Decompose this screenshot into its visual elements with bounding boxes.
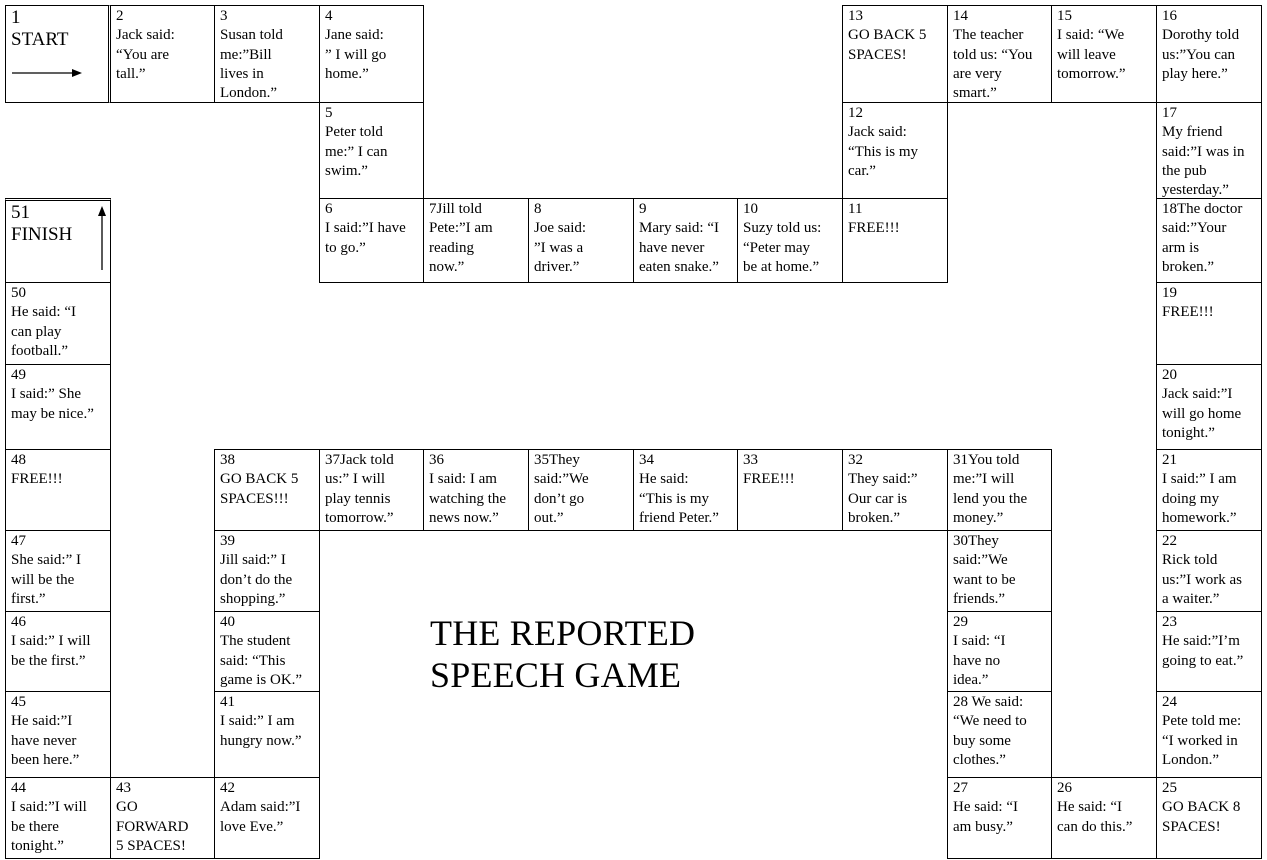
square-38: 38 GO BACK 5 SPACES!!! [214, 449, 320, 531]
square-47: 47 She said:” I will be the first.” [5, 530, 111, 612]
square-9: 9 Mary said: “I have never eaten snake.” [633, 198, 738, 283]
square-28: 28 We said: “We need to buy some clothes.” [947, 691, 1052, 778]
square-10: 10 Suzy told us: “Peter may be at home.” [737, 198, 843, 283]
square-11: 11 FREE!!! [842, 198, 948, 283]
square-13: 13 GO BACK 5 SPACES! [842, 5, 948, 103]
square-43: 43 GO FORWARD 5 SPACES! [110, 777, 215, 859]
square-16: 16 Dorothy told us:”You can play here.” [1156, 5, 1262, 103]
square-23: 23 He said:”I’m going to eat.” [1156, 611, 1262, 692]
square-26: 26 He said: “I can do this.” [1051, 777, 1157, 859]
square-49: 49 I said:” She may be nice.” [5, 364, 111, 450]
square-12: 12 Jack said: “This is my car.” [842, 102, 948, 199]
square-19: 19 FREE!!! [1156, 282, 1262, 365]
arrow-right-icon [12, 68, 82, 78]
square-36: 36 I said: I am watching the news now.” [423, 449, 529, 531]
square-14: 14 The teacher told us: “You are very smart.” [947, 5, 1052, 103]
square-44: 44 I said:”I will be there tonight.” [5, 777, 111, 859]
square-51-finish: 51 FINISH [5, 198, 111, 283]
square-5: 5 Peter told me:” I can swim.” [319, 102, 424, 199]
square-41: 41 I said:” I am hungry now.” [214, 691, 320, 778]
square-18: 18The doctor said:”Your arm is broken.” [1156, 198, 1262, 283]
square-45: 45 He said:”I have never been here.” [5, 691, 111, 778]
square-24: 24 Pete told me: “I worked in London.” [1156, 691, 1262, 778]
square-27: 27 He said: “I am busy.” [947, 777, 1052, 859]
square-21: 21 I said:” I am doing my homework.” [1156, 449, 1262, 531]
arrow-up-icon [97, 206, 107, 270]
square-6: 6 I said:”I have to go.” [319, 198, 424, 283]
square-50: 50 He said: “I can play football.” [5, 282, 111, 365]
square-20: 20 Jack said:”I will go home tonight.” [1156, 364, 1262, 450]
square-34: 34 He said: “This is my friend Peter.” [633, 449, 738, 531]
square-39: 39 Jill said:” I don’t do the shopping.” [214, 530, 320, 612]
square-1-start: 1 START [5, 5, 111, 103]
square-17: 17 My friend said:”I was in the pub yesterday.” [1156, 102, 1262, 199]
square-30: 30They said:”We want to be friends.” [947, 530, 1052, 612]
square-37: 37Jack told us:” I will play tennis tomorrow.” [319, 449, 424, 531]
square-32: 32 They said:” Our car is broken.” [842, 449, 948, 531]
square-15: 15 I said: “We will leave tomorrow.” [1051, 5, 1157, 103]
square-40: 40 The student said: “This game is OK.” [214, 611, 320, 692]
square-31: 31You told me:”I will lend you the money.” [947, 449, 1052, 531]
square-4: 4 Jane said: ” I will go home.” [319, 5, 424, 103]
square-25: 25 GO BACK 8 SPACES! [1156, 777, 1262, 859]
square-3: 3 Susan told me:”Bill lives in London.” [214, 5, 320, 103]
square-29: 29 I said: “I have no idea.” [947, 611, 1052, 692]
square-2: 2 Jack said: “You are tall.” [110, 5, 215, 103]
square-35: 35They said:”We don’t go out.” [528, 449, 634, 531]
square-33: 33 FREE!!! [737, 449, 843, 531]
square-48: 48 FREE!!! [5, 449, 111, 531]
square-7: 7Jill told Pete:”I am reading now.” [423, 198, 529, 283]
game-title: THE REPORTED SPEECH GAME [430, 613, 696, 695]
square-46: 46 I said:” I will be the first.” [5, 611, 111, 692]
square-8: 8 Joe said: ”I was a driver.” [528, 198, 634, 283]
square-42: 42 Adam said:”I love Eve.” [214, 777, 320, 859]
square-22: 22 Rick told us:”I work as a waiter.” [1156, 530, 1262, 612]
